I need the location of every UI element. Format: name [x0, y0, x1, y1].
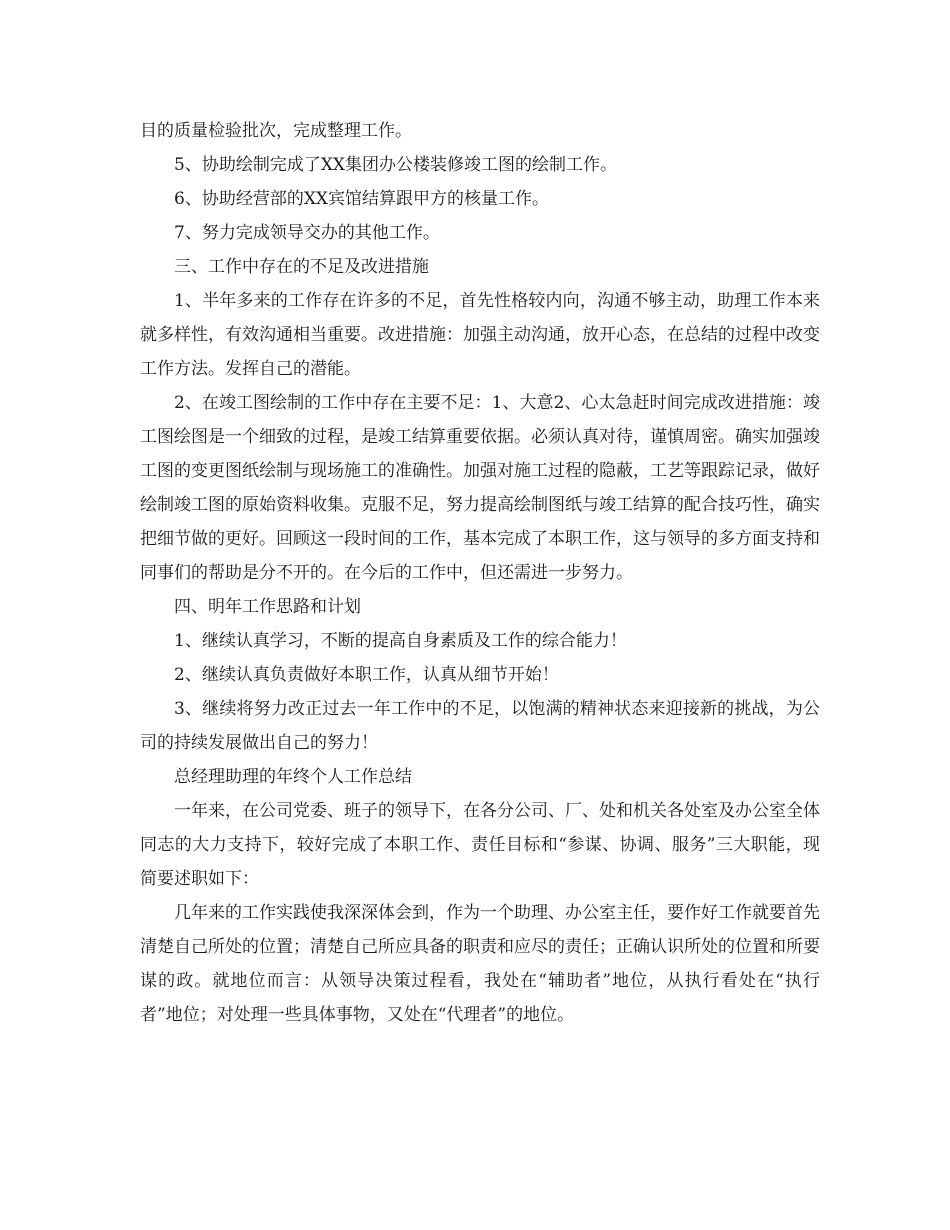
section-heading-4: 四、明年工作思路和计划 — [174, 597, 361, 617]
document-subtitle: 总经理助理的年终个人工作总结 — [174, 767, 412, 787]
paragraph-continuation: 目的质量检验批次，完成整理工作。 — [140, 121, 412, 141]
paragraph-shortcoming-2: 2、在竣工图绘制的工作中存在主要不足：1、大意2、心太急赶时间完成改进措施：竣工图绘图是一个细致的过程，是竣工结算重要依据。必须认真对待，谨慎周密。确实加强竣工图的变更图纸绘制与现场施工的准确性。加强对施工过程的隐蔽，工艺等跟踪记录，做好绘制竣工图的原始资料收集。克服不足，努力提高绘制图纸与竣工结算的配合技巧性，确实把细节做的更好。回顾这一段时间的工作，基本完成了本职工作，这与领导的多方面支持和同事们的帮助是分不开的。在今后的工作中，但还需进一步努力。 — [140, 393, 820, 583]
paragraph-plan-1: 1、继续认真学习，不断的提高自身素质及工作的综合能力！ — [174, 631, 627, 651]
paragraph-summary-intro: 一年来，在公司党委、班子的领导下，在各分公司、厂、处和机关各处室及办公室全体同志的大力支持下，较好完成了本职工作、责任目标和“参谋、协调、服务”三大职能，现简要述职如下： — [140, 801, 820, 889]
paragraph-shortcoming-1: 1、半年多来的工作存在许多的不足，首先性格较内向，沟通不够主动，助理工作本来就多样性，有效沟通相当重要。改进措施：加强主动沟通，放开心态，在总结的过程中改变工作方法。发挥自己的潜能。 — [140, 291, 820, 379]
section-heading-3: 三、工作中存在的不足及改进措施 — [174, 257, 429, 277]
paragraph-item-5: 5、协助绘制完成了XX集团办公楼装修竣工图的绘制工作。 — [174, 155, 618, 175]
paragraph-item-7: 7、努力完成领导交办的其他工作。 — [174, 223, 440, 243]
document-body — [140, 114, 820, 1032]
paragraph-plan-3: 3、继续将努力改正过去一年工作中的不足，以饱满的精神状态来迎接新的挑战，为公司的持续发展做出自己的努力！ — [140, 699, 820, 753]
paragraph-summary-body: 几年来的工作实践使我深深体会到，作为一个助理、办公室主任，要作好工作就要首先清楚自己所处的位置；清楚自己所应具备的职责和应尽的责任；正确认识所处的位置和所要谋的政。就地位而言：从领导决策过程看，我处在“辅助者”地位，从执行看处在“执行者”地位；对处理一些具体事物，又处在“代理者”的地位。 — [140, 903, 820, 1025]
paragraph-item-6: 6、协助经营部的XX宾馆结算跟甲方的核量工作。 — [174, 189, 550, 209]
paragraph-plan-2: 2、继续认真负责做好本职工作，认真从细节开始！ — [174, 665, 559, 685]
